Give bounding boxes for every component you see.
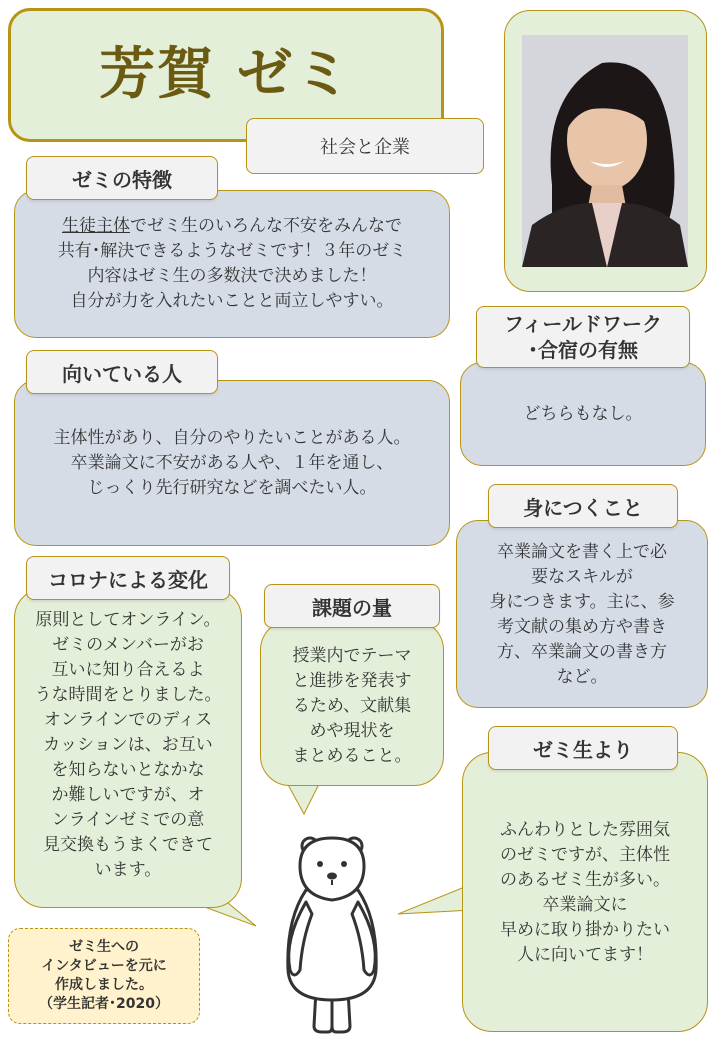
skills-heading: 身につくこと: [488, 484, 678, 528]
fieldwork-heading: フィールドワーク ･合宿の有無: [476, 306, 690, 368]
author-note: ゼミ生への インタビューを元に 作成しました。 （学生記者･2020）: [8, 928, 200, 1024]
portrait-photo: [522, 35, 688, 267]
polar-bear-illustration: [276, 830, 388, 1036]
subtitle-label: 社会と企業: [246, 118, 484, 174]
features-text: 生徒主体でゼミ生のいろんな不安をみんなで 共有･解決できるようなゼミです！３年のゼミ 内容はゼミ生の多数決で決めました！ 自分が力を入れたいことと両立しやすい。: [57, 216, 407, 311]
features-heading: ゼミの特徴: [26, 156, 218, 200]
students-text: ふんわりとした雰囲気 のゼミですが、主体性 のあるゼミ生が多い。 卒業論文に 早めに取り掛かりたい 人に向いてます！: [500, 820, 670, 965]
skills-text: 卒業論文を書く上で必 要なスキルが 身につきます。主に、参 考文献の集め方や書き 方、卒業論文の書き方 など。: [489, 542, 675, 687]
assignments-heading: 課題の量: [264, 584, 440, 628]
corona-heading: コロナによる変化: [26, 556, 230, 600]
suited-heading: 向いている人: [26, 350, 218, 394]
students-heading: ゼミ生より: [488, 726, 678, 770]
page-title: 芳賀 ゼミ: [99, 42, 353, 107]
corona-text: 原則としてオンライン。 ゼミのメンバーがお 互いに知り合えるよ うな時間をとりました。 オンラインでのディス カッションは、お互い を知らないとなかな か難しいですが、オ ンラインゼミでの意 見交換もうまくできて います。: [34, 610, 222, 880]
suited-text: 主体性があり、自分のやりたいことがある人。 卒業論文に不安がある人や、１年を通し、 じっくり先行研究などを調べたい人。: [53, 428, 411, 498]
features-underlined: 生徒主体: [62, 216, 130, 236]
fieldwork-text: どちらもなし。: [523, 404, 643, 424]
assignments-text: 授業内でテーマ と進捗を発表す るため、文献集 めや現状を まとめること。: [292, 646, 412, 766]
